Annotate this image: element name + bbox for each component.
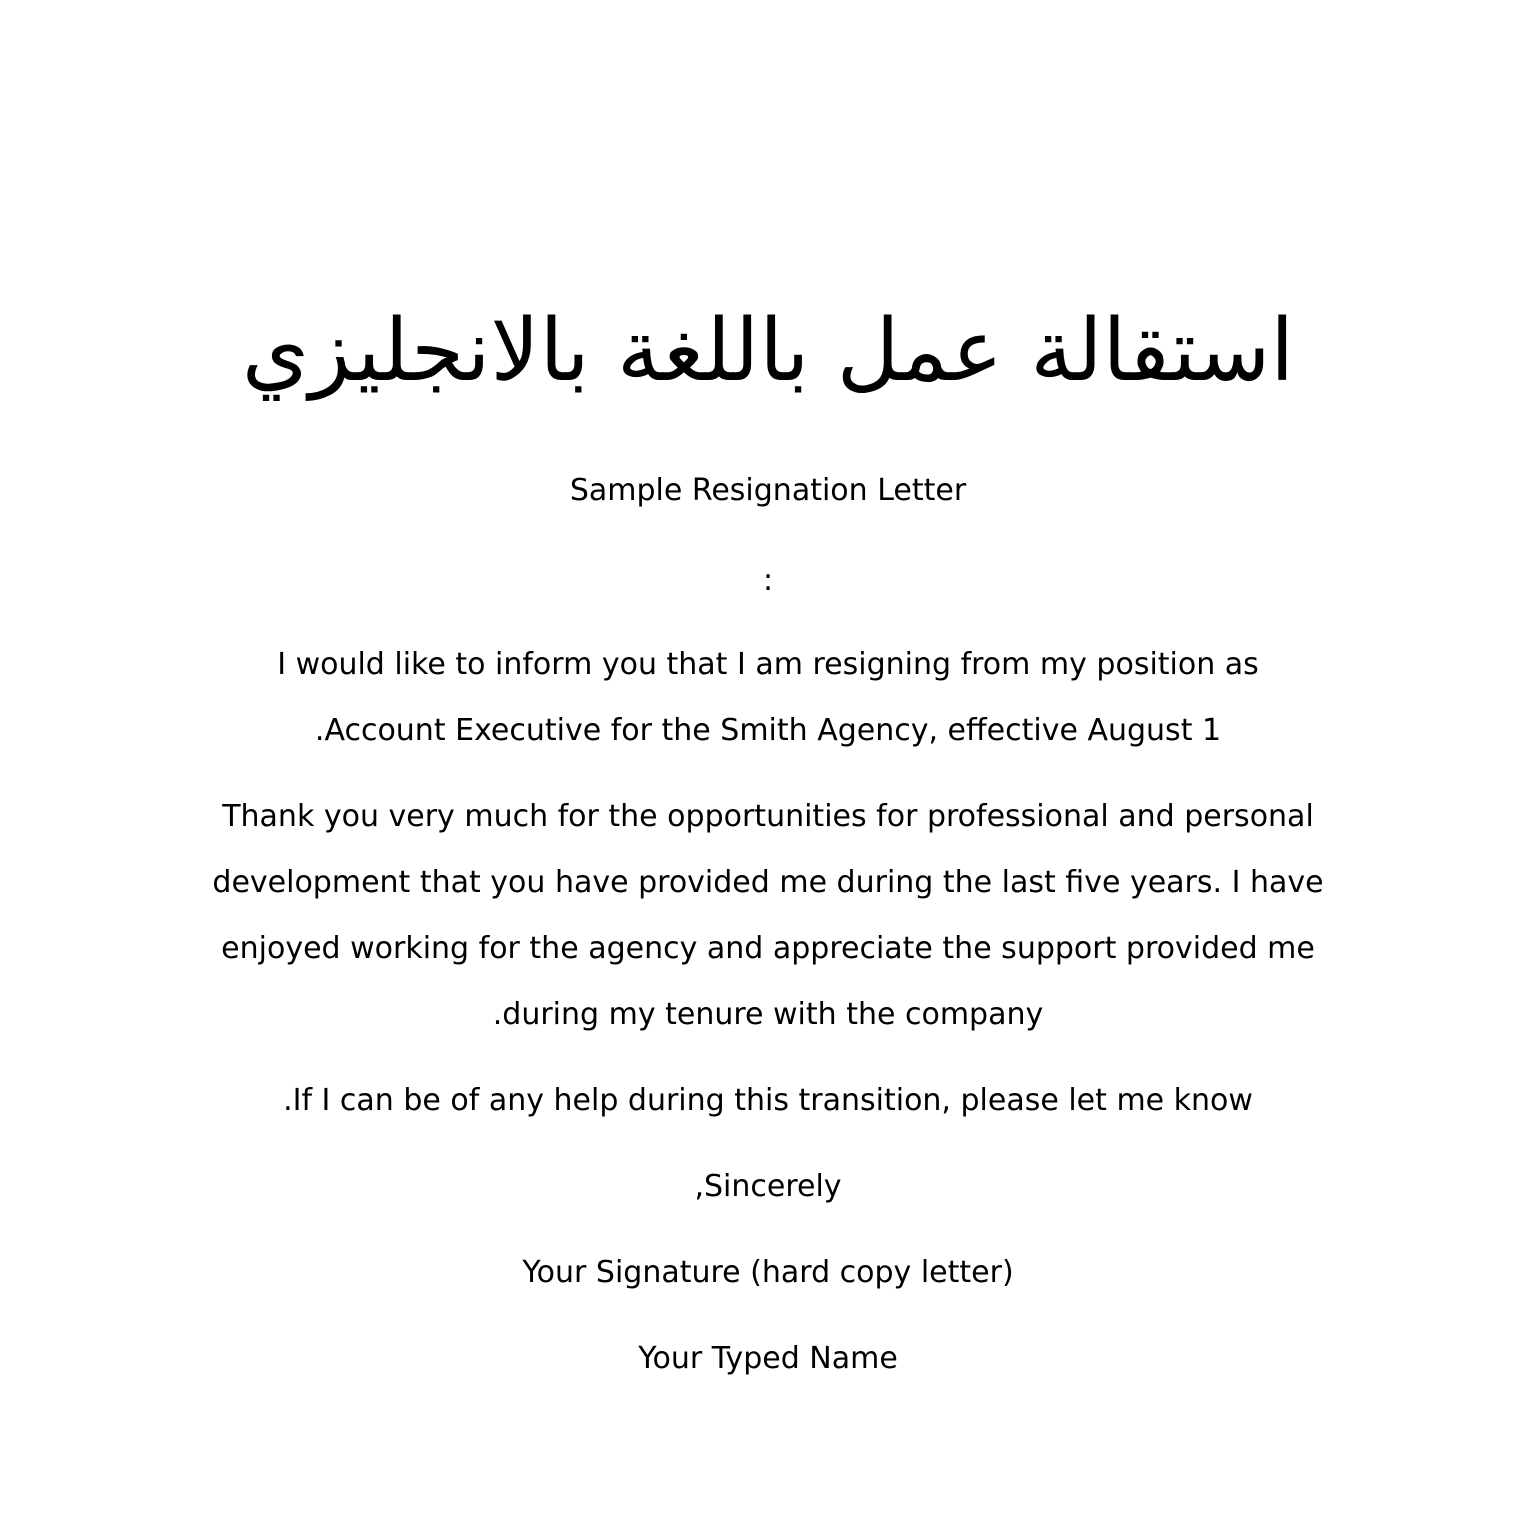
- paragraph2-line1: Thank you very much for the opportunities for professional and personal: [222, 799, 1314, 834]
- paragraph3: .If I can be of any help during this transition, please let me know: [283, 1083, 1253, 1118]
- salutation: :: [762, 563, 774, 598]
- page-title: استقالة عمل باللغة بالانجليزي: [241, 301, 1295, 401]
- paragraph2-line3: enjoyed working for the agency and appreciate the support provided me: [221, 931, 1315, 966]
- signature-line: Your Signature (hard copy letter): [522, 1255, 1014, 1290]
- letter-subtitle: Sample Resignation Letter: [569, 473, 967, 508]
- closing: ,Sincerely: [694, 1169, 842, 1204]
- paragraph1-line1: I would like to inform you that I am resigning from my position as: [277, 647, 1259, 682]
- typed-name: Your Typed Name: [638, 1341, 898, 1376]
- paragraph1-line2: .Account Executive for the Smith Agency, effective August 1: [314, 713, 1222, 748]
- paragraph2-line2: development that you have provided me during the last five years. I have: [212, 865, 1324, 900]
- paragraph2-line4: .during my tenure with the company: [492, 997, 1044, 1032]
